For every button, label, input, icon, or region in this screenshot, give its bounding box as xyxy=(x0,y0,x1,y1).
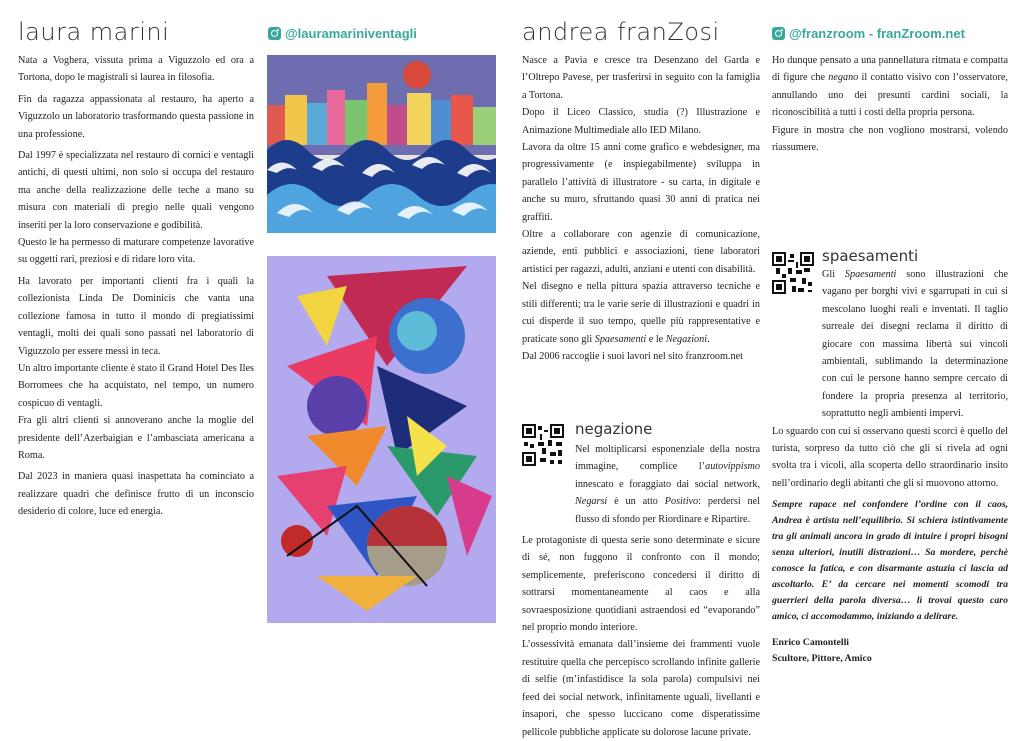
signature-name: Enrico Camontelli xyxy=(772,637,850,648)
negazione-paragraph: L’ossessività emanata dall’insieme dei frammenti vuole restituire quella che percepisco scrollando infinite gallerie di selfie (m’infastidisce la sola parola) compulsivi nei feed dei social network, infinitamente uguali, livellanti e insapori, che spesso luccicano come disperatissime pellicole pubbliche applicate su dolorose lacune private. xyxy=(522,639,760,738)
spaesamenti-text xyxy=(772,266,1008,492)
bio-paragraph: Nata a Voghera, vissuta prima a Viguzzolo ed ora a Tortona, dopo le magistrali si laurea in filosofia. xyxy=(18,55,254,84)
bio-paragraph: Dal 2006 raccoglie i suoi lavori nel sito franzroom.net xyxy=(522,350,743,362)
negazione-text-continued xyxy=(772,52,1008,156)
artist-name-laura: laura marini xyxy=(18,18,170,46)
spaesamenti-paragraph: Lo sguardo con cui si osservano questi scorci è quello del turista, sorpreso da tutto ciò che gli si rivela ad ogni svolta tra i vicoli, alla scoperta dello straordinario insito nell’ordinario degli abitanti che gli si muovono attorno. xyxy=(772,425,1008,489)
bio-paragraph: Fra gli altri clienti si annoverano anche la moglie del presidente dell’Azerbaigian e l’ambasciata americana a Roma. xyxy=(18,415,254,461)
instagram-icon xyxy=(268,27,281,40)
bio-paragraph: Oltre a collaborare con agenzie di comunicazione, aziende, enti pubblici e associazioni, tiene laboratori artistici per ragazzi, adulti, anziani e utenti con disabilità. xyxy=(522,229,760,275)
bio-paragraph: Nel disegno e nella pittura spazia attraverso tecniche e stili differenti; tra le varie serie di illustrazioni e quadri in cui disperde il suo tempo, quelle più rappresentative e praticate sono gli Spaesamenti e le Negazioni. xyxy=(522,281,760,345)
negazione-paragraph: Le protagoniste di questa serie sono determinate e sicure di sé, non fuggono il confronto con il mondo; semplicemente, preferiscono concedersi il diritto di sottrarsi momentaneamente al caos e alla sovraesposizione quotidiani astraendosi ed “evaporando” nel proprio mondo interiore. xyxy=(522,535,760,634)
negazione-paragraph: Ho dunque pensato a una pannellatura ritmata e compatta di figure che negano il contatto visivo con l’osservatore, annullando uno dei presunti cardini sociali, la riconoscibilità a tutti i costi della propria persona. xyxy=(772,55,1008,119)
testimonial-quote: Sempre rapace nel confondere l’ordine con il caos, Andrea è artista nell’equilibrio. Si schiera istintivamente tra gli animali ancora in grado di intuire i propri bisogni senza ulteriori, inutili distrazioni… Sa mordere, perchè conosce la fatica, e con disarmante astuzia ci lascia ad ascoltarlo. E’ da cercare nei momenti scomodi tra guerrieri della parola diversa… lì trovai questo caro amico, ci accomodammo, iniziando a delirare. xyxy=(772,499,1008,622)
negazione-text xyxy=(522,441,760,741)
bio-paragraph: Lavora da oltre 15 anni come grafico e webdesigner, ma progressivamente (e inspiegabilmente) sviluppa in parallelo l’attività di illustratore - su carta, in digitale e anche su muro, sfruttando quasi 30 anni di pratica nei graffiti. xyxy=(522,142,760,223)
section-title-spaesamenti: spaesamenti xyxy=(822,247,919,265)
testimonial xyxy=(772,497,1008,667)
instagram-handle-text: @franzroom - franZroom.net xyxy=(789,26,965,41)
bio-paragraph: Dal 1997 è specializzata nel restauro di cornici e ventagli antichi, di questi ultimi, non solo si occupa del restauro ma anche della realizzazione delle teche a mano su misura con materiali di pregio nelle quali vengono inseriti per la loro conservazione e godibilità. xyxy=(18,150,254,231)
instagram-handle-andrea[interactable] xyxy=(772,26,965,41)
instagram-handle-text: @lauramariniventagli xyxy=(285,26,417,41)
section-title-negazione: negazione xyxy=(575,420,653,438)
spaesamenti-paragraph: Gli Spaesamenti sono illustrazioni che vagano per borghi vivi e sgarrupati in cui si mescolano luoghi reali e inventati. Il taglio surreale dei disegni reclama il diritto di giocare con massima libertà sui vincoli ambientali, sublimando la determinazione con cui le persone hanno sempre cercato di fondere la propria presenza al territorio, soprattutto negli ambienti impervi. xyxy=(822,269,1008,420)
laura-bio xyxy=(18,52,254,521)
bio-paragraph: Un altro importante cliente è stato il Grand Hotel Des Iles Borromees che ha acquistato, nel tempo, un numero cospicuo di ventagli. xyxy=(18,362,254,409)
instagram-icon xyxy=(772,27,785,40)
bio-paragraph: Questo le ha permesso di maturare competenze lavorative su oggetti rari, preziosi e di ridare loro vita. xyxy=(18,237,254,266)
bio-paragraph: Dal 2023 in maniera quasi inaspettata ha cominciato a realizzare quadri che definisce frutto di un inconscio desiderio di colore, luce ed energia. xyxy=(18,471,254,518)
instagram-handle-laura[interactable] xyxy=(268,26,417,41)
bio-paragraph: Fin da ragazza appassionata al restauro, ha aperto a Viguzzolo un laboratorio trasformando questa passione in una professione. xyxy=(18,93,254,140)
artist-name-andrea: andrea franZosi xyxy=(522,18,720,46)
bio-paragraph: Nasce a Pavia e cresce tra Desenzano del Garda e l’Oltrepo Pavese, per trasferirsi in seguito con la famiglia a Tortona. xyxy=(522,55,760,101)
bio-paragraph: Ha lavorato per importanti clienti fra i quali la collezionista Linda De Dominicis che vanta una collezione famosa in tutto il mondo di pregiatissimi ventagli, molti dei quali sono passati nel laboratorio di Viguzzolo per essere messi in teca. xyxy=(18,275,254,357)
painting-abstract-shapes xyxy=(267,256,496,623)
signature-role: Scultore, Pittore, Amico xyxy=(772,653,872,664)
bio-paragraph: Dopo il Liceo Classico, studia (?) Illustrazione e Animazione Multimediale allo IED Milano. xyxy=(522,107,760,136)
negazione-paragraph: Nel moltiplicarsi esponenziale della nostra immagine, complice l’autovippismo innescato e foraggiato dai social network, Negarsi è un atto Positivo: perdersi nel flusso di sfondo per Riordinare e Ripartire. xyxy=(575,444,760,525)
negazione-paragraph: Figure in mostra che non vogliono mostrarsi, volendo riassumere. xyxy=(772,124,1008,154)
andrea-bio xyxy=(522,52,760,365)
painting-village-waves xyxy=(267,55,496,233)
